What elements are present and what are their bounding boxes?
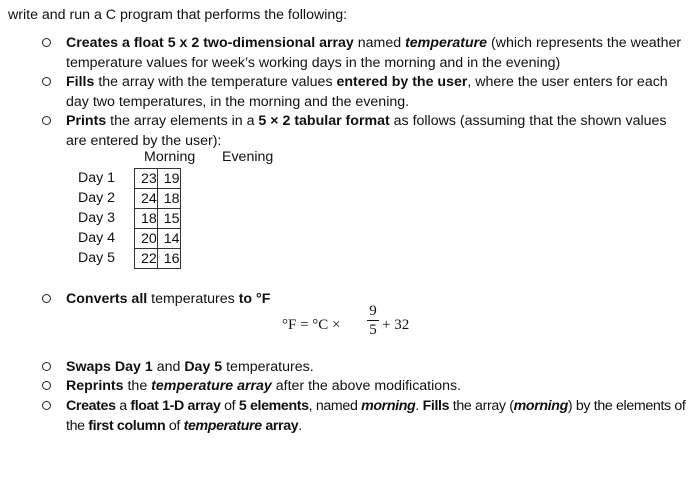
text-plain: the array ( [449, 398, 514, 414]
item-text [66, 396, 688, 436]
text-plain: . [415, 398, 423, 414]
text-plain: a [115, 398, 131, 414]
evening-cell: 18 [157, 189, 180, 209]
text-plain: , named [308, 398, 362, 414]
morning-cell: 18 [135, 209, 158, 229]
text-plain: named [353, 35, 406, 51]
text-plain: of [220, 398, 239, 414]
text-bold: entered by the user [336, 74, 468, 90]
fraction-numerator: 9 [369, 303, 377, 319]
text-bold: array [265, 418, 299, 434]
table-row [135, 249, 181, 269]
text-plain: the array with the temperature values [94, 74, 337, 90]
text-plain: the array elements in a [106, 113, 259, 129]
bullet-icon [42, 294, 51, 303]
header-evening: Evening [222, 149, 274, 165]
text-bold: to °F [238, 291, 271, 307]
text-plain: , where the user enters for each day two temperatures, in the morning and the evening. [66, 74, 668, 110]
item-text [66, 376, 688, 396]
text-plain: and [152, 359, 185, 375]
morning-cell: 20 [135, 229, 158, 249]
text-bold: Swaps Day 1 [66, 359, 153, 375]
fraction-denominator: 5 [369, 322, 377, 338]
morning-cell: 23 [135, 169, 158, 189]
bullet-icon [42, 116, 51, 125]
evening-cell: 14 [157, 229, 180, 249]
text-bold-italic: temperature [183, 418, 262, 434]
text-plain: . [298, 418, 302, 434]
text-bold-italic: temperature array [151, 378, 272, 394]
bullet-icon [42, 38, 51, 47]
row-label: Day 1 [78, 170, 116, 186]
text-plain: (which represents the weather temperature values for week’s working days in the morning and in the evening) [66, 35, 682, 71]
text-plain: of [165, 418, 184, 434]
row-label: Day 4 [78, 230, 116, 246]
fraction-bar [367, 320, 379, 321]
bullet-icon [42, 362, 51, 371]
text-plain: as follows (assuming that the shown values are entered by the user): [66, 113, 667, 149]
text-bold: Creates [66, 398, 116, 414]
text-plain: ) by the elements of the [66, 398, 686, 434]
row-label: Day 3 [78, 210, 116, 226]
text-bold-italic: morning [513, 398, 568, 414]
evening-cell: 15 [157, 209, 180, 229]
bullet-icon [42, 401, 51, 410]
bullet-icon [42, 77, 51, 86]
table-row [135, 209, 181, 229]
text-bold: float 1-D array [130, 398, 221, 414]
text-bold: 5 × 2 tabular format [258, 113, 390, 129]
formula-lhs: °F = °C × [282, 317, 341, 333]
item-text [66, 72, 688, 112]
text-bold: Reprints [66, 378, 124, 394]
item-text [66, 357, 688, 377]
item-text [66, 111, 688, 151]
fraction [367, 303, 379, 338]
text-plain: the [123, 378, 152, 394]
text-bold: Fills [66, 74, 95, 90]
row-label: Day 5 [78, 250, 116, 266]
table-row [135, 229, 181, 249]
values-grid [134, 168, 181, 269]
row-label: Day 2 [78, 190, 116, 206]
text-bold-italic: temperature [405, 35, 488, 51]
intro-text: write and run a C program that performs the following: [8, 7, 348, 23]
text-bold: Creates a float 5 x 2 two-dimensional array [66, 35, 354, 51]
text-bold: Fills [422, 398, 450, 414]
bullet-icon [42, 381, 51, 390]
text-plain: after the above modifications. [271, 378, 462, 394]
text-bold: Day 5 [184, 359, 223, 375]
header-morning: Morning [144, 149, 196, 165]
evening-cell: 16 [157, 249, 180, 269]
item-text [66, 33, 688, 73]
evening-cell: 19 [157, 169, 180, 189]
table-row [135, 169, 181, 189]
text-plain: temperatures [147, 291, 239, 307]
morning-cell: 22 [135, 249, 158, 269]
text-bold: Converts all [66, 291, 148, 307]
text-bold: 5 elements [238, 398, 309, 414]
table-row [135, 189, 181, 209]
text-plain: temperatures. [222, 359, 314, 375]
formula-rhs: + 32 [382, 317, 410, 333]
text-bold-italic: morning [361, 398, 416, 414]
morning-cell: 24 [135, 189, 158, 209]
text-bold: first column [88, 418, 166, 434]
text-bold: Prints [66, 113, 107, 129]
